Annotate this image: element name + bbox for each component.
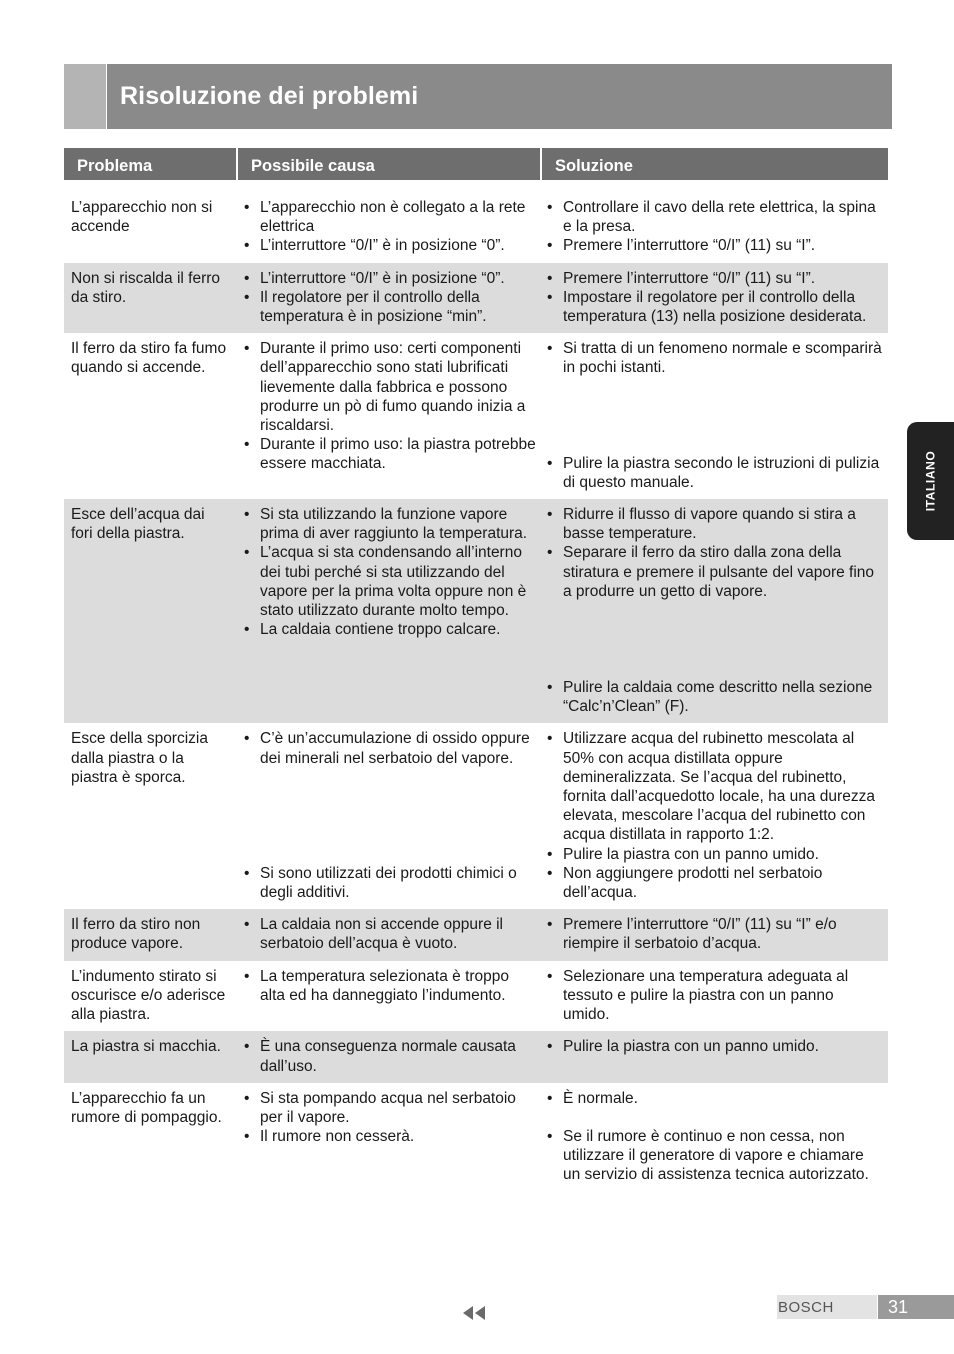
solution-cell (541, 499, 888, 723)
table-row (64, 192, 888, 263)
cause-item: • L’interruttore “0/I” è in posizione “0”. (243, 269, 537, 288)
solution-item: • Pulire la piastra con un panno umido. (546, 1037, 884, 1056)
problem-cell: L’apparecchio fa un rumore di pompaggio. (71, 1089, 222, 1126)
problem-cell: L’apparecchio non si accende (71, 199, 213, 236)
table-row (64, 333, 888, 499)
cause-cell (237, 723, 541, 909)
solution-cell (541, 723, 888, 909)
cause-item: • È una conseguenza normale causata dall’uso. (243, 1037, 537, 1075)
solution-cell (541, 1083, 888, 1192)
title-band (107, 64, 892, 129)
cause-item: • Si sono utilizzati dei prodotti chimici o degli additivi. (243, 864, 537, 902)
page-title: Risoluzione dei problemi (120, 82, 419, 110)
cause-item: • Durante il primo uso: la piastra potrebbe essere macchiata. (243, 435, 537, 473)
left-arrow-icon (463, 1306, 473, 1320)
table-row (64, 1083, 888, 1192)
solution-item: • Pulire la caldaia come descritto nella sezione “Calc’n’Clean” (F). (546, 678, 884, 716)
cause-cell (237, 192, 541, 263)
problem-cell: La piastra si macchia. (64, 1031, 237, 1082)
solution-item: • Utilizzare acqua del rubinetto mescolata al 50% con acqua distillata oppure demineralizzata. Se l’acqua del rubinetto, fornita dall’acquedotto locale, ha una durezza elevata, mescolare l’acqua del rubinetto con acqua distillata in rapporto 1:2. (546, 729, 884, 844)
solution-cell (541, 1031, 888, 1082)
left-arrow-icon (475, 1306, 485, 1320)
solution-cell (541, 263, 888, 334)
cause-item: • Il regolatore per il controllo della temperatura è in posizione “min”. (243, 288, 537, 326)
solution-item: • È normale. (546, 1089, 884, 1108)
language-tab (907, 422, 954, 540)
solution-cell (541, 961, 888, 1032)
solution-item: • Impostare il regolatore per il controllo della temperatura (13) nella posizione desiderata. (546, 288, 884, 326)
cause-item: • Si sta utilizzando la funzione vapore prima di aver raggiunto la temperatura. (243, 505, 537, 543)
problem-cell: Esce dell’acqua dai fori della piastra. (64, 499, 237, 723)
page-number-box (878, 1295, 954, 1319)
solution-item: • Si tratta di un fenomeno normale e scomparirà in pochi istanti. (546, 339, 884, 377)
solution-item: • Separare il ferro da stiro dalla zona della stiratura e premere il pulsante del vapore fino a produrre un getto di vapore. (546, 543, 884, 601)
cause-cell (237, 1083, 541, 1192)
solution-item: • Non aggiungere prodotti nel serbatoio dell’acqua. (546, 864, 884, 902)
solution-item: • Pulire la piastra secondo le istruzioni di pulizia di questo manuale. (546, 454, 884, 492)
solution-item: • Premere l’interruttore “0/I” (11) su “I” e/o riempire il serbatoio d’acqua. (546, 915, 884, 953)
troubleshooting-table (64, 148, 888, 1192)
solution-item: • Se il rumore è continuo e non cessa, non utilizzare il generatore di vapore e chiamare un servizio di assistenza tecnica autorizzato. (546, 1127, 884, 1185)
table-row (64, 499, 888, 723)
table-row (64, 961, 888, 1032)
cause-cell (237, 909, 541, 960)
cause-item: • La caldaia non si accende oppure il serbatoio dell’acqua è vuoto. (243, 915, 537, 953)
cause-item: • La temperatura selezionata è troppo alta ed ha danneggiato l’indumento. (243, 967, 537, 1005)
cause-item: • C’è un’accumulazione di ossido oppure dei minerali nel serbatoio del vapore. (243, 729, 537, 767)
cause-cell (237, 333, 541, 499)
solution-item: • Premere l’interruttore “0/I” (11) su “I”. (546, 236, 884, 255)
cause-cell (237, 961, 541, 1032)
solution-cell (541, 192, 888, 263)
problem-cell: Il ferro da stiro non produce vapore. (64, 909, 237, 960)
cause-item: • Durante il primo uso: certi componenti dell’apparecchio sono stati lubrificati lievemente dalla fabbrica e possono produrre un pò di fumo quando inizia a riscaldarsi. (243, 339, 537, 435)
cause-item: • L’interruttore “0/I” è in posizione “0”. (243, 236, 537, 255)
problem-cell: Il ferro da stiro fa fumo quando si accende. (71, 340, 227, 377)
cause-item: • L’apparecchio non è collegato a la rete elettrica (243, 198, 537, 236)
solution-item: • Premere l’interruttore “0/I” (11) su “I”. (546, 269, 884, 288)
table-row (64, 723, 888, 909)
language-tab-label: ITALIANO (923, 450, 938, 512)
page-number: 31 (888, 1296, 909, 1317)
cause-item: • La caldaia contiene troppo calcare. (243, 620, 537, 639)
cause-item: • Si sta pompando acqua nel serbatoio per il vapore. (243, 1089, 537, 1127)
table-row (64, 909, 888, 960)
solution-item: • Selezionare una temperatura adeguata al tessuto e pulire la piastra con un panno umido. (546, 967, 884, 1025)
double-left-arrow-icon[interactable] (463, 1306, 485, 1320)
cause-cell (237, 499, 541, 723)
header-cause: Possibile causa (237, 148, 541, 180)
solution-item: • Ridurre il flusso di vapore quando si stira a basse temperature. (546, 505, 884, 543)
problem-cell: Non si riscalda il ferro da stiro. (64, 263, 237, 334)
solution-cell (541, 333, 888, 499)
table-row (64, 263, 888, 334)
solution-cell (541, 909, 888, 960)
footer-brand (777, 1295, 877, 1319)
table-row (64, 1031, 888, 1082)
problem-cell: L’indumento stirato si oscurisce e/o aderisce alla piastra. (71, 967, 226, 1024)
solution-item: • Pulire la piastra con un panno umido. (546, 845, 884, 864)
cause-cell (237, 1031, 541, 1082)
title-accent-square (64, 64, 106, 129)
table-header-row (64, 148, 888, 180)
brand-label: BOSCH (778, 1298, 834, 1316)
cause-item: • L’acqua si sta condensando all’interno dei tubi perché si sta utilizzando del vapore per la prima volta oppure non è stato utilizzato durante molto tempo. (243, 543, 537, 620)
solution-item: • Controllare il cavo della rete elettrica, la spina e la presa. (546, 198, 884, 236)
cause-item: • Il rumore non cesserà. (243, 1127, 537, 1146)
header-solution: Soluzione (541, 148, 888, 180)
title-bar (64, 64, 892, 129)
problem-cell: Esce della sporcizia dalla piastra o la piastra è sporca. (71, 730, 208, 786)
header-problem: Problema (64, 148, 237, 180)
cause-cell (237, 263, 541, 334)
